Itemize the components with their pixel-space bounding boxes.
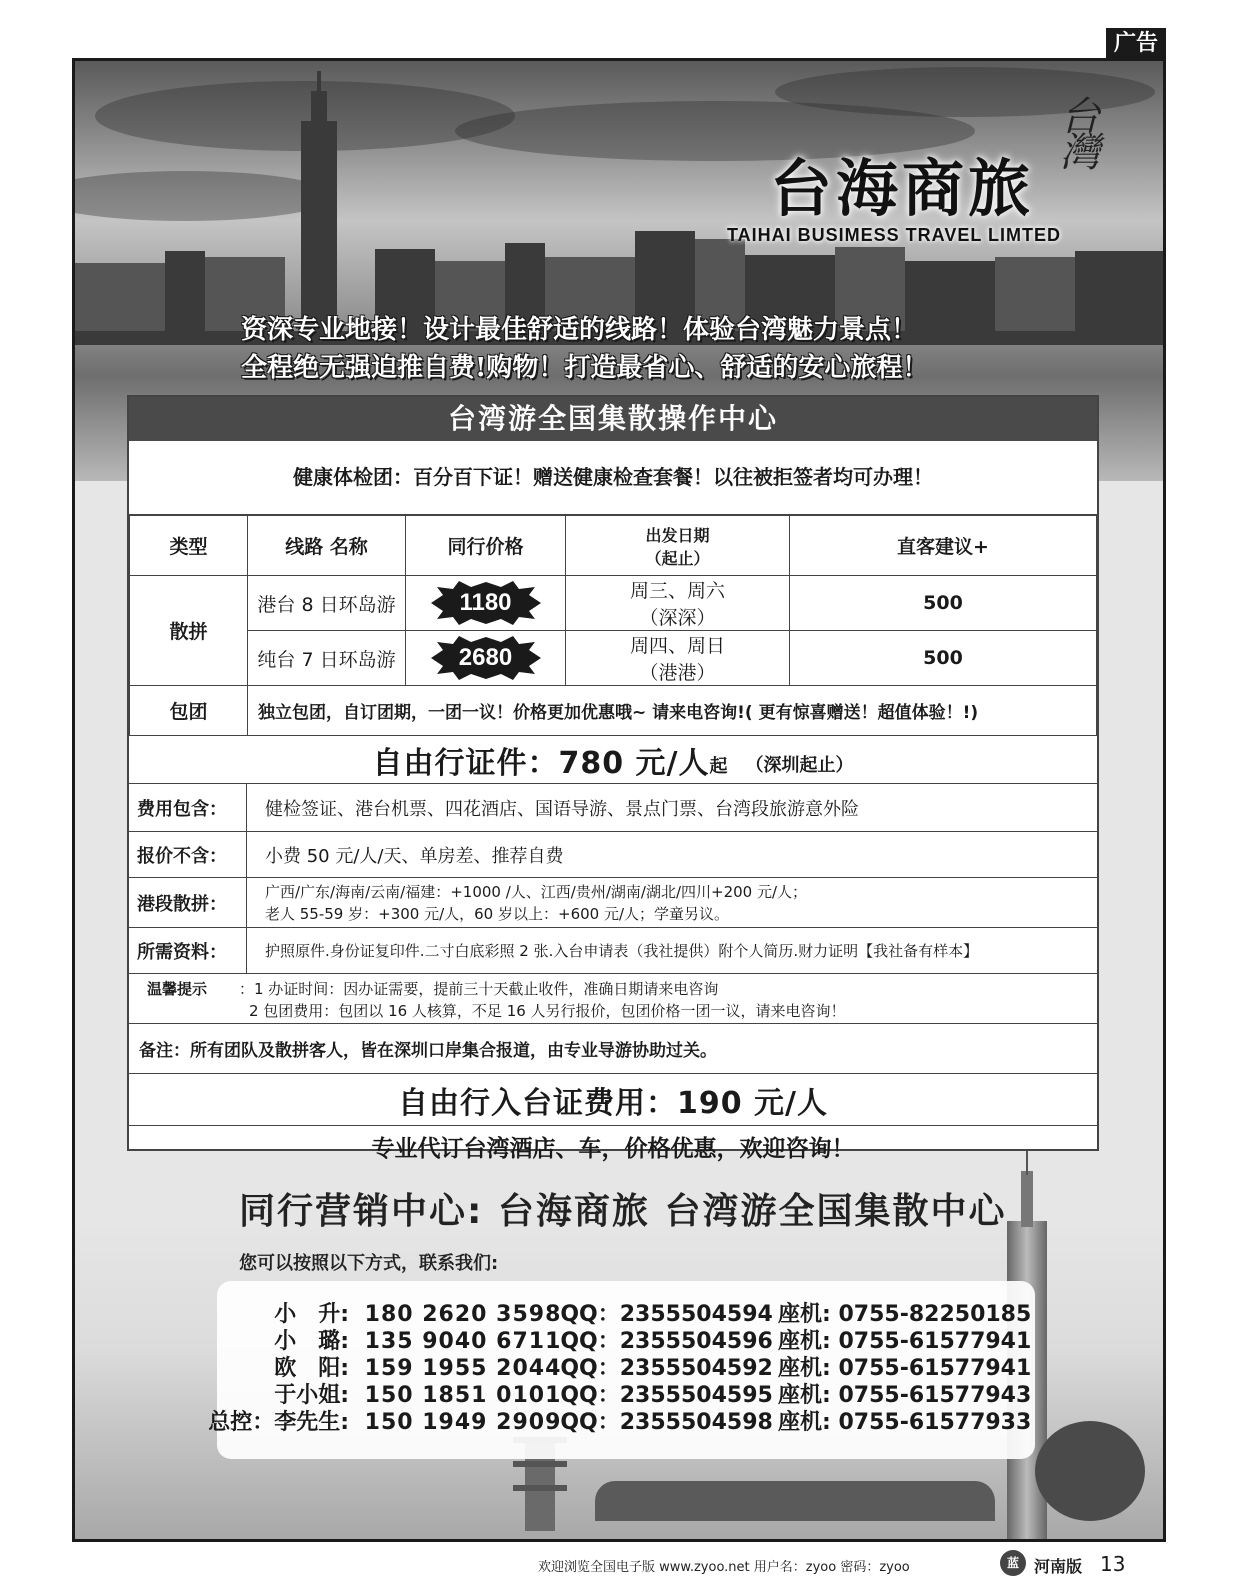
contact-phone: 座机: 0755-61577941 (778, 1329, 1032, 1354)
advertisement-frame (72, 58, 1166, 1542)
docs-text: 护照原件.身份证复印件.二寸白底彩照 2 张.入台申请表（我社提供）附个人简历.财力证明【我社备有样本】 (265, 942, 979, 960)
slogan-line-1: 资深专业地接！设计最佳舒适的线路！体验台湾魅力景点！ (241, 315, 918, 345)
private-tour-text: 独立包团，自订团期，一团一议！价格更加优惠哦~ 请来电咨询!( 更有惊喜赠送！超值体验！!) (248, 686, 1097, 736)
route-name: 港台 8 日环岛游 (248, 576, 406, 631)
hotel-text: 专业代订台湾酒店、车，价格优惠，欢迎咨询！ (371, 1135, 855, 1162)
brand-script-logo: 台灣 (1060, 94, 1100, 176)
brand-subtitle: TAIHAI BUSIMESS TRAVEL LIMTED (727, 225, 1062, 245)
contact-name: 欧 阳: (274, 1356, 349, 1381)
page-number: 13 (1100, 1552, 1126, 1576)
panel-title: 台湾游全国集散操作中心 (129, 397, 1097, 441)
hedge-illustration (595, 1481, 995, 1521)
route-retail: 500 (790, 576, 1097, 631)
tips-row (129, 974, 1097, 1024)
price-panel (127, 395, 1099, 1162)
price-table (129, 515, 1097, 736)
header-type: 类型 (130, 516, 248, 576)
contact-qq: QQ：2355504596 (560, 1329, 773, 1354)
route-port: （深深） (639, 607, 716, 629)
route-port: （港港） (639, 662, 716, 684)
tree-illustration (1035, 1421, 1145, 1521)
contact-name: 于小姐: (274, 1383, 349, 1408)
entry-fee-text: 自由行入台证费用：190 元/人 (397, 1085, 829, 1121)
contact-qq: QQ：2355504598 (560, 1410, 773, 1435)
hotel-row (129, 1126, 1097, 1166)
contact-phone: 座机: 0755-61577943 (778, 1383, 1032, 1408)
table-row (130, 576, 1097, 631)
route-retail: 500 (790, 631, 1097, 686)
edition-badge: 蓝 (1000, 1550, 1026, 1576)
price-value: 1180 (459, 589, 512, 616)
contact-mobile: 135 9040 6711 (364, 1329, 562, 1354)
free-travel-doc-price: 自由行证件：780 元/人 (372, 745, 710, 781)
route-days: 周四、周日 (629, 635, 725, 657)
header-retail: 直客建议+ (790, 516, 1097, 576)
excluded-row (129, 832, 1097, 878)
free-travel-doc-note: （深圳起止） (745, 754, 854, 776)
contact-mobile: 150 1851 0101 (364, 1383, 562, 1408)
header-route: 线路 名称 (248, 516, 406, 576)
free-travel-doc-qi: 起 (709, 755, 728, 777)
contact-box (208, 1281, 1035, 1459)
route-date (566, 631, 790, 686)
marketing-title: 同行营销中心: 台海商旅 台湾游全国集散中心 (239, 1191, 1007, 1232)
contact-mobile: 159 1955 2044 (364, 1356, 562, 1381)
contact-qq: QQ：2355504595 (560, 1383, 773, 1408)
price-value: 2680 (458, 644, 513, 671)
included-text: 健检签证、港台机票、四花酒店、国语导游、景点门票、台湾段旅游意外险 (265, 798, 859, 820)
tips-line-1: ：1 办证时间：因办证需要，提前三十天截止收件，准确日期请来电咨询 (239, 980, 719, 998)
route-days: 周三、周六 (629, 580, 725, 602)
tips-text (239, 978, 846, 1022)
included-row (129, 784, 1097, 832)
contact-mobile: 150 1949 2909 (364, 1410, 562, 1435)
health-notice: 健康体检团：百分百下证！赠送健康检查套餐！以往被拒签者均可办理！ (129, 441, 1097, 515)
footer-text: 欢迎浏览全国电子版 www.zyoo.net 用户名：zyoo 密码：zyoo (538, 1560, 910, 1575)
header-date (566, 516, 790, 576)
remark-text: 备注：所有团队及散拼客人，皆在深圳口岸集合报道，由专业导游协助过关。 (139, 1041, 717, 1061)
contact-name: 小 璐: (274, 1329, 349, 1354)
table-row (130, 631, 1097, 686)
page-footer (0, 1546, 1240, 1586)
slogan-line-2: 全程绝无强迫推自费!购物！打造最省心、舒适的安心旅程！ (241, 353, 929, 383)
ad-tag: 广告 (1106, 28, 1166, 60)
contact-qq: QQ：2355504592 (560, 1356, 773, 1381)
route-date (566, 576, 790, 631)
hk-group-line-2: 老人 55-59 岁：+300 元/人，60 岁以上：+600 元/人；学童另议。 (265, 904, 730, 923)
docs-label: 所需资料： (129, 928, 247, 973)
header-date-line-2: （起止） (645, 548, 710, 568)
private-tour-row (130, 686, 1097, 736)
route-name: 纯台 7 日环岛游 (248, 631, 406, 686)
contact-phone: 座机: 0755-61577941 (778, 1356, 1032, 1381)
remark-row (129, 1024, 1097, 1074)
excluded-label: 报价不含： (129, 832, 247, 877)
contact-lead: 您可以按照以下方式，联系我们: (239, 1253, 499, 1274)
contact-name: 总控：李先生: (208, 1410, 349, 1435)
included-label: 费用包含： (129, 784, 247, 831)
group-type-cell: 散拼 (130, 576, 248, 686)
contact-name: 小 升: (274, 1302, 349, 1327)
table-header-row (130, 516, 1097, 576)
free-travel-doc-row (129, 736, 1097, 784)
route-price (406, 631, 566, 686)
header-price: 同行价格 (406, 516, 566, 576)
excluded-text: 小费 50 元/人/天、单房差、推荐自费 (265, 845, 564, 867)
tips-label: 温馨提示 (147, 980, 208, 998)
contact-phone: 座机: 0755-82250185 (778, 1302, 1032, 1327)
route-price (406, 576, 566, 631)
tips-line-2: 2 包团费用：包团以 16 人核算，不足 16 人另行报价，包团价格一团一议，请来电咨询！ (249, 1002, 846, 1020)
edition-label: 河南版 (1034, 1557, 1083, 1576)
contact-row (177, 1405, 1031, 1436)
hk-group-row (129, 878, 1097, 928)
contact-mobile: 180 2620 3598 (364, 1302, 562, 1327)
header-date-line-1: 出发日期 (645, 525, 710, 545)
price-starburst (431, 636, 541, 680)
contact-qq: QQ：2355504594 (560, 1302, 773, 1327)
brand-title: 台海商旅 (770, 152, 1035, 225)
docs-row (129, 928, 1097, 974)
private-tour-label: 包团 (130, 686, 248, 736)
contact-phone: 座机: 0755-61577933 (778, 1410, 1032, 1435)
hk-group-label: 港段散拼： (129, 878, 247, 927)
entry-fee-row (129, 1074, 1097, 1126)
hk-group-line-1: 广西/广东/海南/云南/福建：+1000 /人、江西/贵州/湖南/湖北/四川+200 元/人； (265, 882, 808, 901)
hk-group-text (247, 881, 807, 925)
price-starburst (431, 581, 541, 625)
